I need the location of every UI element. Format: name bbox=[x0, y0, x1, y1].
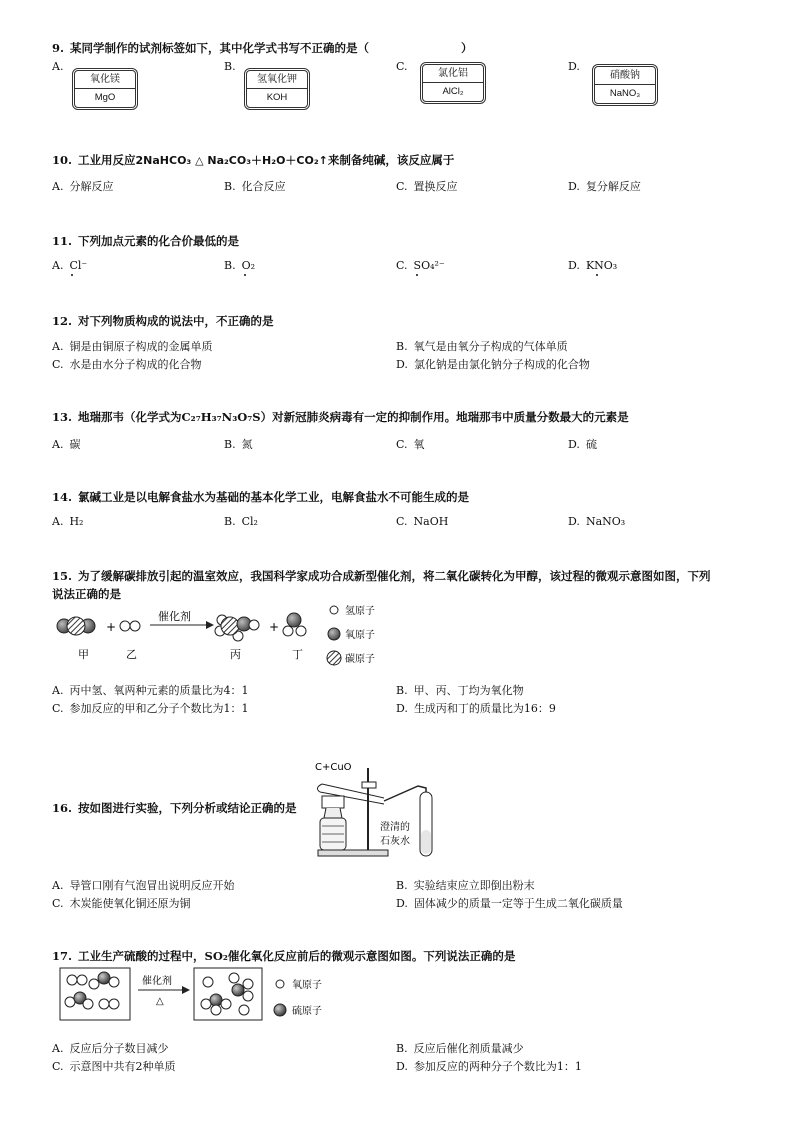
catalyst-label: 催化剂 bbox=[142, 976, 172, 987]
legend-sulfur-symbol bbox=[274, 1004, 286, 1016]
question-text: 对下列物质构成的说法中，不正确的是 bbox=[78, 314, 274, 328]
question-text-pre: 工业用反应 bbox=[78, 153, 136, 167]
question-text: 某同学制作的试剂标签如下，其中化学式书写不正确的是（ bbox=[70, 41, 370, 55]
plus-sign: + bbox=[269, 620, 280, 634]
question-number: 10. bbox=[52, 153, 73, 167]
option-a[interactable]: A. H₂ bbox=[52, 515, 84, 528]
label-name: 硝酸钠 bbox=[595, 67, 655, 85]
option-a[interactable]: A. 导管口刚有气泡冒出说明反应开始 bbox=[52, 879, 235, 892]
dotted-element: Cl bbox=[69, 259, 82, 272]
limewater-label-2: 石灰水 bbox=[380, 836, 410, 847]
dotted-element: N bbox=[594, 259, 604, 272]
option-b[interactable]: B. 实验结束应立即倒出粉末 bbox=[396, 879, 535, 892]
molecule-yi bbox=[120, 621, 140, 631]
option-c[interactable]: C. SO₄²⁻ bbox=[396, 259, 445, 272]
dotted-element: O bbox=[241, 259, 251, 272]
question-number: 11. bbox=[52, 234, 73, 248]
question-text: 按如图进行实验，下列分析或结论正确的是 bbox=[78, 801, 297, 815]
so2-oxidation-diagram bbox=[58, 962, 358, 1042]
option-d[interactable]: D. 生成丙和丁的质量比为16：9 bbox=[396, 702, 556, 715]
question-11 bbox=[52, 233, 239, 249]
option-b-key: B. bbox=[224, 60, 236, 73]
option-c[interactable]: C. 置换反应 bbox=[396, 180, 458, 193]
arrow-head bbox=[206, 621, 214, 629]
label-name: 氧化镁 bbox=[75, 71, 135, 89]
question-13 bbox=[52, 409, 629, 425]
question-number: 17. bbox=[52, 949, 73, 963]
option-d[interactable]: D. 固体减少的质量一定等于生成二氧化碳质量 bbox=[396, 897, 623, 910]
legend-oxygen: 氧原子 bbox=[292, 980, 322, 991]
option-b[interactable]: B. 氧气是由氧分子构成的气体单质 bbox=[396, 340, 568, 353]
reaction-equation: 2NaHCO₃ △ Na₂CO₃＋H₂O＋CO₂↑ bbox=[135, 154, 328, 167]
question-14 bbox=[52, 489, 469, 505]
option-d[interactable]: D. KNO₃ bbox=[568, 259, 618, 272]
option-d[interactable]: D. 复分解反应 bbox=[568, 180, 641, 193]
option-c[interactable]: C. 参加反应的甲和乙分子个数比为1：1 bbox=[52, 702, 249, 715]
option-d-key: D. bbox=[568, 60, 580, 73]
heat-symbol: △ bbox=[156, 996, 164, 1007]
catalyst-label: 催化剂 bbox=[158, 610, 191, 623]
option-a[interactable]: A. 碳 bbox=[52, 438, 81, 451]
label-formula: NaNO₃ bbox=[609, 88, 641, 99]
dotted-element: S bbox=[413, 259, 422, 272]
option-d[interactable]: D. 氯化钠是由氯化钠分子构成的化合物 bbox=[396, 358, 590, 371]
option-b[interactable]: B. 化合反应 bbox=[224, 180, 286, 193]
question-text: 氯碱工业是以电解食盐水为基础的基本化学工业，电解食盐水不可能生成的是 bbox=[78, 490, 470, 504]
reagent-label-a[interactable] bbox=[74, 70, 136, 108]
option-b[interactable]: B. Cl₂ bbox=[224, 515, 258, 528]
question-12 bbox=[52, 313, 274, 329]
option-c[interactable]: C. 氧 bbox=[396, 438, 425, 451]
legend-hydrogen: 氢原子 bbox=[345, 606, 375, 617]
question-number: 14. bbox=[52, 490, 73, 504]
question-number: 15. bbox=[52, 569, 73, 583]
option-a-key: A. bbox=[52, 60, 64, 73]
molecule-ding bbox=[283, 613, 306, 636]
question-number: 13. bbox=[52, 410, 73, 424]
question-number: 9. bbox=[52, 41, 65, 55]
label-formula: AlCl₂ bbox=[442, 86, 464, 97]
option-a[interactable]: A. 铜是由铜原子构成的金属单质 bbox=[52, 340, 213, 353]
legend-carbon-symbol bbox=[327, 651, 341, 665]
question-16 bbox=[52, 800, 297, 816]
plus-sign: + bbox=[106, 620, 117, 634]
legend-carbon: 碳原子 bbox=[345, 654, 375, 665]
legend-oxygen: 氧原子 bbox=[345, 630, 375, 641]
question-15-line-2: 说法正确的是 bbox=[52, 587, 121, 601]
question-10 bbox=[52, 152, 454, 168]
option-b[interactable]: B. 氮 bbox=[224, 438, 253, 451]
label-ding: 丁 bbox=[292, 648, 303, 661]
molecule-jia bbox=[57, 617, 95, 635]
label-formula: KOH bbox=[266, 92, 288, 103]
option-a[interactable]: A. 丙中氢、氧两种元素的质量比为4：1 bbox=[52, 684, 249, 697]
question-text: 下列加点元素的化合价最低的是 bbox=[78, 234, 240, 248]
molecule-bing bbox=[215, 615, 259, 641]
question-9 bbox=[52, 40, 473, 56]
legend-oxygen-symbol bbox=[276, 980, 284, 988]
label-formula: MgO bbox=[94, 92, 116, 103]
question-text-post: 来制备纯碱，该反应属于 bbox=[327, 153, 455, 167]
label-jia: 甲 bbox=[78, 648, 89, 661]
option-a[interactable]: A. 反应后分子数目减少 bbox=[52, 1042, 169, 1055]
question-text: 为了缓解碳排放引起的温室效应，我国科学家成功合成新型催化剂，将二氧化碳转化为甲醇，该过程的微观示意图如图，下列 bbox=[78, 569, 711, 583]
option-b[interactable]: B. O₂ bbox=[224, 259, 256, 272]
option-d[interactable]: D. 参加反应的两种分子个数比为1：1 bbox=[396, 1060, 582, 1073]
option-c-key: C. bbox=[396, 60, 408, 73]
option-b[interactable]: B. 反应后催化剂质量减少 bbox=[396, 1042, 524, 1055]
carbon-reduction-apparatus bbox=[308, 756, 448, 864]
question-text: 地瑞那韦（化学式为C₂₇H₃₇N₃O₇S）对新冠肺炎病毒有一定的抑制作用。地瑞那韦中质量分数最大的元素是 bbox=[78, 410, 629, 424]
label-bing: 丙 bbox=[230, 648, 241, 661]
question-15-line-1 bbox=[52, 568, 711, 584]
option-c[interactable]: C. 水是由水分子构成的化合物 bbox=[52, 358, 202, 371]
option-a[interactable]: A. Cl⁻ bbox=[52, 259, 88, 272]
question-number: 12. bbox=[52, 314, 73, 328]
legend-sulfur: 硫原子 bbox=[292, 1006, 322, 1017]
option-c[interactable]: C. 示意图中共有2种单质 bbox=[52, 1060, 176, 1073]
reagent-label-c[interactable] bbox=[422, 64, 484, 102]
label-name: 氢氧化钾 bbox=[247, 71, 307, 89]
option-c[interactable]: C. NaOH bbox=[396, 515, 449, 528]
label-yi: 乙 bbox=[126, 648, 137, 661]
question-text: 工业生产硫酸的过程中，SO₂催化氧化反应前后的微观示意图如图。下列说法正确的是 bbox=[78, 949, 516, 963]
option-c[interactable]: C. 木炭能使氧化铜还原为铜 bbox=[52, 897, 191, 910]
reagent-label: C+CuO bbox=[315, 762, 352, 773]
limewater-label-1: 澄清的 bbox=[380, 822, 410, 833]
option-d[interactable]: D. 硫 bbox=[568, 438, 597, 451]
co2-to-methanol-diagram bbox=[52, 600, 412, 672]
legend-hydrogen-symbol bbox=[330, 606, 338, 614]
option-d[interactable]: D. NaNO₃ bbox=[568, 515, 626, 528]
option-a[interactable]: A. 分解反应 bbox=[52, 180, 114, 193]
option-b[interactable]: B. 甲、丙、丁均为氧化物 bbox=[396, 684, 524, 697]
question-number: 16. bbox=[52, 801, 73, 815]
reagent-label-d[interactable] bbox=[594, 66, 656, 104]
legend-oxygen-symbol bbox=[328, 628, 340, 640]
question-close: ） bbox=[461, 41, 473, 55]
label-name: 氯化铝 bbox=[423, 65, 483, 83]
reagent-label-b[interactable] bbox=[246, 70, 308, 108]
